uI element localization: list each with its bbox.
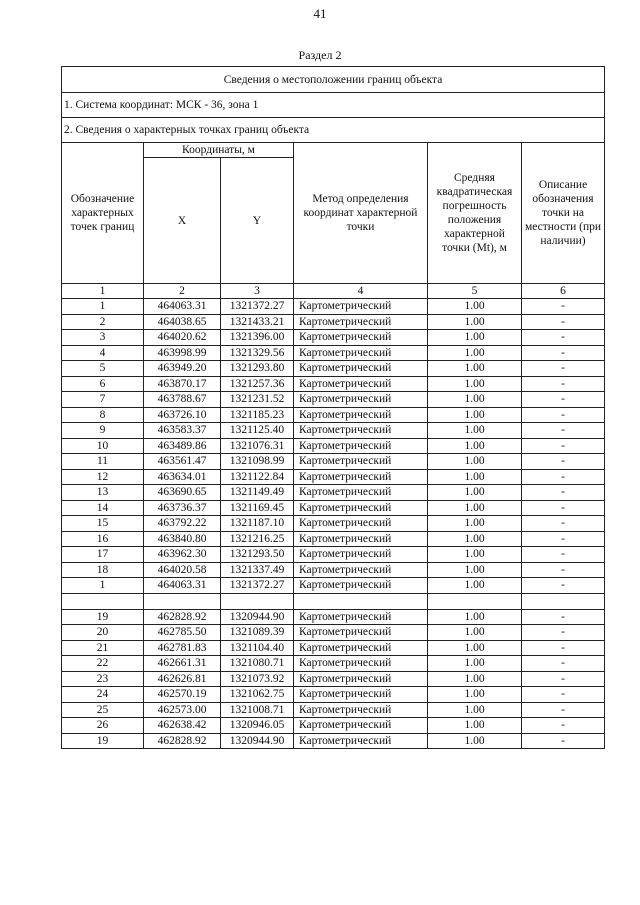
table-row xyxy=(62,702,605,718)
mt-value: 1.00 xyxy=(428,469,522,485)
table-row xyxy=(62,578,605,594)
empty-cell xyxy=(144,593,221,609)
point-number: 3 xyxy=(62,330,144,346)
coord-x: 464063.31 xyxy=(144,578,221,594)
table-row xyxy=(62,625,605,641)
description: - xyxy=(522,733,605,749)
description: - xyxy=(522,625,605,641)
method: Картометрический xyxy=(294,671,428,687)
coord-y: 1321098.99 xyxy=(221,454,294,470)
header-error: Средняя квадратическая погрешность положения характерной точки (Mt), м xyxy=(428,143,522,284)
coord-x: 464038.65 xyxy=(144,314,221,330)
point-number: 1 xyxy=(62,578,144,594)
page-number: 41 xyxy=(313,6,327,21)
column-number: 3 xyxy=(221,284,294,299)
method: Картометрический xyxy=(294,702,428,718)
coord-y: 1320944.90 xyxy=(221,609,294,625)
description: - xyxy=(522,687,605,703)
description: - xyxy=(522,531,605,547)
empty-cell xyxy=(221,593,294,609)
coord-x: 463962.30 xyxy=(144,547,221,563)
mt-value: 1.00 xyxy=(428,733,522,749)
description: - xyxy=(522,547,605,563)
coord-y: 1321080.71 xyxy=(221,656,294,672)
table-row xyxy=(62,500,605,516)
method: Картометрический xyxy=(294,314,428,330)
mt-value: 1.00 xyxy=(428,640,522,656)
table-title: Сведения о местоположении границ объекта xyxy=(62,67,605,93)
coord-x: 464020.62 xyxy=(144,330,221,346)
point-number: 9 xyxy=(62,423,144,439)
mt-value: 1.00 xyxy=(428,454,522,470)
table-row xyxy=(62,718,605,734)
coord-x: 463690.65 xyxy=(144,485,221,501)
table-row xyxy=(62,407,605,423)
coord-x: 463949.20 xyxy=(144,361,221,377)
point-number: 4 xyxy=(62,345,144,361)
empty-cell xyxy=(62,593,144,609)
coord-y: 1321396.00 xyxy=(221,330,294,346)
contour-separator-row xyxy=(62,593,605,609)
header-point: Обозначение характерных точек границ xyxy=(62,143,144,284)
point-number: 13 xyxy=(62,485,144,501)
description: - xyxy=(522,392,605,408)
mt-value: 1.00 xyxy=(428,609,522,625)
coord-y: 1321433.21 xyxy=(221,314,294,330)
table-row xyxy=(62,609,605,625)
header-method: Метод определения координат характерной точки xyxy=(294,143,428,284)
method: Картометрический xyxy=(294,299,428,315)
coord-y: 1321104.40 xyxy=(221,640,294,656)
method: Картометрический xyxy=(294,718,428,734)
table-row xyxy=(62,392,605,408)
method: Картометрический xyxy=(294,376,428,392)
point-number: 24 xyxy=(62,687,144,703)
mt-value: 1.00 xyxy=(428,671,522,687)
mt-value: 1.00 xyxy=(428,531,522,547)
method: Картометрический xyxy=(294,562,428,578)
point-number: 15 xyxy=(62,516,144,532)
description: - xyxy=(522,640,605,656)
point-number: 17 xyxy=(62,547,144,563)
method: Картометрический xyxy=(294,392,428,408)
mt-value: 1.00 xyxy=(428,625,522,641)
point-number: 11 xyxy=(62,454,144,470)
mt-value: 1.00 xyxy=(428,656,522,672)
method: Картометрический xyxy=(294,625,428,641)
description: - xyxy=(522,314,605,330)
coord-x: 464020.58 xyxy=(144,562,221,578)
coord-x: 463998.99 xyxy=(144,345,221,361)
method: Картометрический xyxy=(294,500,428,516)
coord-y: 1321169.45 xyxy=(221,500,294,516)
column-number: 6 xyxy=(522,284,605,299)
point-number: 21 xyxy=(62,640,144,656)
coord-y: 1321216.25 xyxy=(221,531,294,547)
coord-y: 1321008.71 xyxy=(221,702,294,718)
table-row xyxy=(62,531,605,547)
mt-value: 1.00 xyxy=(428,361,522,377)
method: Картометрический xyxy=(294,656,428,672)
table-row xyxy=(62,376,605,392)
description: - xyxy=(522,718,605,734)
method: Картометрический xyxy=(294,516,428,532)
description: - xyxy=(522,671,605,687)
description: - xyxy=(522,609,605,625)
method: Картометрический xyxy=(294,454,428,470)
coord-y: 1321231.52 xyxy=(221,392,294,408)
header-description: Описание обозначения точки на местности (при наличии) xyxy=(522,143,605,284)
method: Картометрический xyxy=(294,330,428,346)
point-number: 20 xyxy=(62,625,144,641)
description: - xyxy=(522,407,605,423)
description: - xyxy=(522,361,605,377)
table-row xyxy=(62,485,605,501)
mt-value: 1.00 xyxy=(428,330,522,346)
coord-x: 463489.86 xyxy=(144,438,221,454)
mt-value: 1.00 xyxy=(428,485,522,501)
point-number: 16 xyxy=(62,531,144,547)
coord-y: 1321372.27 xyxy=(221,578,294,594)
method: Картометрический xyxy=(294,733,428,749)
coord-x: 463634.01 xyxy=(144,469,221,485)
mt-value: 1.00 xyxy=(428,423,522,439)
coord-x: 462828.92 xyxy=(144,733,221,749)
coord-x: 463788.67 xyxy=(144,392,221,408)
mt-value: 1.00 xyxy=(428,718,522,734)
point-number: 19 xyxy=(62,609,144,625)
coordinate-system: 1. Система координат: МСК - 36, зона 1 xyxy=(62,93,605,118)
table-row xyxy=(62,330,605,346)
mt-value: 1.00 xyxy=(428,516,522,532)
point-number: 25 xyxy=(62,702,144,718)
coord-y: 1321337.49 xyxy=(221,562,294,578)
coord-y: 1321257.36 xyxy=(221,376,294,392)
table-row xyxy=(62,687,605,703)
point-number: 23 xyxy=(62,671,144,687)
coord-x: 463726.10 xyxy=(144,407,221,423)
description: - xyxy=(522,578,605,594)
point-number: 14 xyxy=(62,500,144,516)
coord-y: 1321125.40 xyxy=(221,423,294,439)
description: - xyxy=(522,299,605,315)
coord-y: 1321122.84 xyxy=(221,469,294,485)
method: Картометрический xyxy=(294,361,428,377)
table-row xyxy=(62,314,605,330)
column-number: 2 xyxy=(144,284,221,299)
column-numbers-row xyxy=(62,284,605,299)
description: - xyxy=(522,469,605,485)
table-row xyxy=(62,640,605,656)
coord-y: 1320946.05 xyxy=(221,718,294,734)
header-x: X xyxy=(144,158,221,284)
coord-y: 1320944.90 xyxy=(221,733,294,749)
description: - xyxy=(522,330,605,346)
description: - xyxy=(522,376,605,392)
coord-y: 1321329.56 xyxy=(221,345,294,361)
coord-x: 462781.83 xyxy=(144,640,221,656)
mt-value: 1.00 xyxy=(428,578,522,594)
coord-x: 463792.22 xyxy=(144,516,221,532)
coord-y: 1321076.31 xyxy=(221,438,294,454)
coord-x: 462570.19 xyxy=(144,687,221,703)
coord-x: 463840.80 xyxy=(144,531,221,547)
point-number: 7 xyxy=(62,392,144,408)
mt-value: 1.00 xyxy=(428,562,522,578)
point-number: 2 xyxy=(62,314,144,330)
method: Картометрический xyxy=(294,578,428,594)
method: Картометрический xyxy=(294,547,428,563)
table-row xyxy=(62,299,605,315)
points-heading: 2. Сведения о характерных точках границ объекта xyxy=(62,118,605,143)
point-number: 18 xyxy=(62,562,144,578)
description: - xyxy=(522,656,605,672)
mt-value: 1.00 xyxy=(428,702,522,718)
boundary-points-table xyxy=(61,66,605,749)
coord-x: 462573.00 xyxy=(144,702,221,718)
column-number: 5 xyxy=(428,284,522,299)
point-number: 26 xyxy=(62,718,144,734)
table-row xyxy=(62,562,605,578)
description: - xyxy=(522,562,605,578)
description: - xyxy=(522,516,605,532)
mt-value: 1.00 xyxy=(428,376,522,392)
coord-y: 1321089.39 xyxy=(221,625,294,641)
method: Картометрический xyxy=(294,687,428,703)
mt-value: 1.00 xyxy=(428,407,522,423)
table-row xyxy=(62,469,605,485)
method: Картометрический xyxy=(294,407,428,423)
coord-y: 1321187.10 xyxy=(221,516,294,532)
coord-y: 1321149.49 xyxy=(221,485,294,501)
description: - xyxy=(522,438,605,454)
point-number: 6 xyxy=(62,376,144,392)
coord-y: 1321185.23 xyxy=(221,407,294,423)
point-number: 1 xyxy=(62,299,144,315)
description: - xyxy=(522,500,605,516)
mt-value: 1.00 xyxy=(428,314,522,330)
point-number: 22 xyxy=(62,656,144,672)
point-number: 19 xyxy=(62,733,144,749)
mt-value: 1.00 xyxy=(428,438,522,454)
table-row xyxy=(62,454,605,470)
table-row xyxy=(62,361,605,377)
coord-x: 463583.37 xyxy=(144,423,221,439)
coord-x: 463736.37 xyxy=(144,500,221,516)
table-row xyxy=(62,671,605,687)
empty-cell xyxy=(428,593,522,609)
description: - xyxy=(522,454,605,470)
mt-value: 1.00 xyxy=(428,392,522,408)
method: Картометрический xyxy=(294,531,428,547)
table-row xyxy=(62,547,605,563)
column-number: 4 xyxy=(294,284,428,299)
coord-y: 1321073.92 xyxy=(221,671,294,687)
coord-y: 1321062.75 xyxy=(221,687,294,703)
method: Картометрический xyxy=(294,423,428,439)
coord-x: 462638.42 xyxy=(144,718,221,734)
method: Картометрический xyxy=(294,485,428,501)
method: Картометрический xyxy=(294,640,428,656)
mt-value: 1.00 xyxy=(428,299,522,315)
point-number: 5 xyxy=(62,361,144,377)
coord-x: 462661.31 xyxy=(144,656,221,672)
table-row xyxy=(62,423,605,439)
mt-value: 1.00 xyxy=(428,345,522,361)
section-title: Раздел 2 xyxy=(298,48,342,62)
description: - xyxy=(522,702,605,718)
mt-value: 1.00 xyxy=(428,547,522,563)
empty-cell xyxy=(522,593,605,609)
empty-cell xyxy=(294,593,428,609)
description: - xyxy=(522,485,605,501)
coord-y: 1321293.80 xyxy=(221,361,294,377)
header-coordinates: Координаты, м xyxy=(144,143,294,158)
table-row xyxy=(62,438,605,454)
coord-x: 462626.81 xyxy=(144,671,221,687)
coord-x: 464063.31 xyxy=(144,299,221,315)
coord-x: 463561.47 xyxy=(144,454,221,470)
table-row xyxy=(62,345,605,361)
table-row xyxy=(62,733,605,749)
table-row xyxy=(62,516,605,532)
coord-y: 1321293.50 xyxy=(221,547,294,563)
table-row xyxy=(62,656,605,672)
coord-x: 462828.92 xyxy=(144,609,221,625)
column-number: 1 xyxy=(62,284,144,299)
method: Картометрический xyxy=(294,345,428,361)
coord-x: 462785.50 xyxy=(144,625,221,641)
point-number: 12 xyxy=(62,469,144,485)
method: Картометрический xyxy=(294,609,428,625)
mt-value: 1.00 xyxy=(428,500,522,516)
mt-value: 1.00 xyxy=(428,687,522,703)
coord-x: 463870.17 xyxy=(144,376,221,392)
method: Картометрический xyxy=(294,469,428,485)
header-y: Y xyxy=(221,158,294,284)
point-number: 8 xyxy=(62,407,144,423)
description: - xyxy=(522,345,605,361)
point-number: 10 xyxy=(62,438,144,454)
coord-y: 1321372.27 xyxy=(221,299,294,315)
method: Картометрический xyxy=(294,438,428,454)
description: - xyxy=(522,423,605,439)
